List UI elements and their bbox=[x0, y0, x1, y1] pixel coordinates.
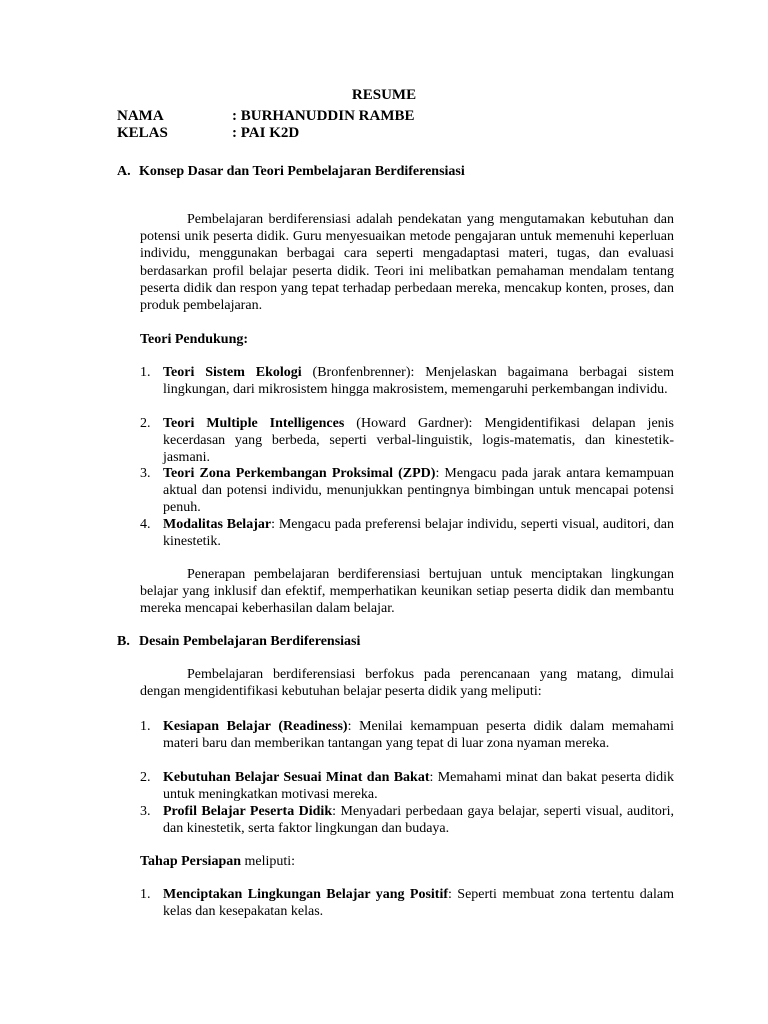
list-number: 3. bbox=[140, 466, 151, 481]
teori-pendukung-label: Teori Pendukung: bbox=[140, 332, 249, 347]
section-b-number: B. bbox=[117, 634, 130, 649]
list-item-term: Profil Belajar Peserta Didik bbox=[163, 804, 333, 819]
kelas-value: : PAI K2D bbox=[232, 125, 300, 141]
section-b-title: Desain Pembelajaran Berdiferensiasi bbox=[139, 634, 361, 649]
list-item-text: : Mengacu pada jarak antara kemampuan aktual dan potensi individu, menunjukkan pentingnya bimbingan untuk mencapai potensi penuh. bbox=[163, 466, 674, 516]
list-item-term: Teori Zona Perkembangan Proksimal (ZPD) bbox=[163, 466, 436, 481]
list-item bbox=[140, 415, 674, 467]
list-item bbox=[140, 803, 674, 837]
list-item-text: : Menilai kemampuan peserta didik dalam memahami materi baru dan memberikan tantangan yang tepat di luar zona nyaman mereka. bbox=[163, 719, 674, 752]
section-b-heading bbox=[117, 633, 360, 650]
list-item bbox=[140, 886, 674, 920]
teori-pendukung-heading bbox=[140, 331, 248, 348]
list-item bbox=[140, 769, 674, 803]
section-b-paragraph-1: Pembelajaran berdiferensiasi berfokus pada perencanaan yang matang, dimulai dengan mengidentifikasi kebutuhan belajar peserta didik yang meliputi: bbox=[140, 667, 674, 700]
list-item bbox=[140, 364, 674, 398]
tahap-persiapan-heading bbox=[140, 853, 295, 870]
list-item-term: Modalitas Belajar bbox=[163, 517, 272, 532]
list-item-text: : Memahami minat dan bakat peserta didik untuk meningkatkan motivasi mereka. bbox=[163, 770, 675, 803]
list-item-term: Teori Multiple Intelligences bbox=[163, 416, 345, 431]
list-item bbox=[140, 718, 674, 752]
list-number: 1. bbox=[140, 887, 151, 902]
document-title: RESUME bbox=[351, 87, 417, 103]
tahap-persiapan-suffix: meliputi: bbox=[241, 854, 296, 869]
nama-value: : BURHANUDDIN RAMBE bbox=[232, 108, 415, 124]
section-a-paragraph-2: Penerapan pembelajaran berdiferensiasi bertujuan untuk menciptakan lingkungan belajar yang inklusif dan efektif, memperhatikan keunikan setiap peserta didik dan membantu mereka mencapai keberhasilan dalam belajar. bbox=[140, 567, 674, 617]
list-item-term: Teori Sistem Ekologi bbox=[163, 365, 302, 380]
kelas-row bbox=[117, 125, 299, 142]
section-a-paragraph-1: Pembelajaran berdiferensiasi adalah pendekatan yang mengutamakan kebutuhan dan potensi unik peserta didik. Guru menyesuaikan metode pengajaran untuk memenuhi keperluan individu, menggunakan berbagai cara seperti mengadaptasi materi, tugas, dan evaluasi berdasarkan profil belajar peserta didik. Teori ini melibatkan pemahaman mendalam tentang peserta didik dan respon yang tepat terhadap perbedaan mereka, mencakup konten, proses, dan produk pembelajaran. bbox=[140, 212, 674, 314]
list-item-text: (Howard Gardner): Mengidentifikasi delapan jenis kecerdasan yang berbeda, seperti verbal-linguistik, logis-matematis, dan kinestetik-jasmani. bbox=[163, 416, 674, 466]
section-a-title: Konsep Dasar dan Teori Pembelajaran Berdiferensiasi bbox=[139, 164, 465, 179]
list-item-text: : Seperti membuat zona tertentu dalam kelas dan kesepakatan kelas. bbox=[163, 887, 674, 920]
section-a-heading bbox=[117, 163, 465, 180]
list-number: 2. bbox=[140, 416, 151, 431]
list-item-text: : Menyadari perbedaan gaya belajar, seperti visual, auditori, dan kinestetik, serta faktor lingkungan dan budaya. bbox=[163, 804, 674, 837]
kelas-label: KELAS bbox=[117, 125, 168, 141]
section-a-number: A. bbox=[117, 164, 131, 179]
list-number: 2. bbox=[140, 770, 151, 785]
tahap-persiapan-label: Tahap Persiapan bbox=[140, 854, 242, 869]
list-number: 4. bbox=[140, 517, 151, 532]
list-item-text: : Mengacu pada preferensi belajar individu, seperti visual, auditori, dan kinestetik. bbox=[163, 517, 674, 550]
list-number: 1. bbox=[140, 719, 151, 734]
list-item-term: Kebutuhan Belajar Sesuai Minat dan Bakat bbox=[163, 770, 430, 785]
list-number: 1. bbox=[140, 365, 151, 380]
nama-row bbox=[117, 108, 415, 125]
list-item-term: Menciptakan Lingkungan Belajar yang Positif bbox=[163, 887, 449, 902]
list-item bbox=[140, 465, 674, 517]
nama-label: NAMA bbox=[117, 108, 164, 124]
list-number: 3. bbox=[140, 804, 151, 819]
list-item bbox=[140, 516, 674, 550]
list-item-text: (Bronfenbrenner): Menjelaskan bagaimana berbagai sistem lingkungan, dari mikrosistem hingga makrosistem, memengaruhi perkembangan individu. bbox=[163, 365, 675, 398]
list-item-term: Kesiapan Belajar (Readiness) bbox=[163, 719, 348, 734]
